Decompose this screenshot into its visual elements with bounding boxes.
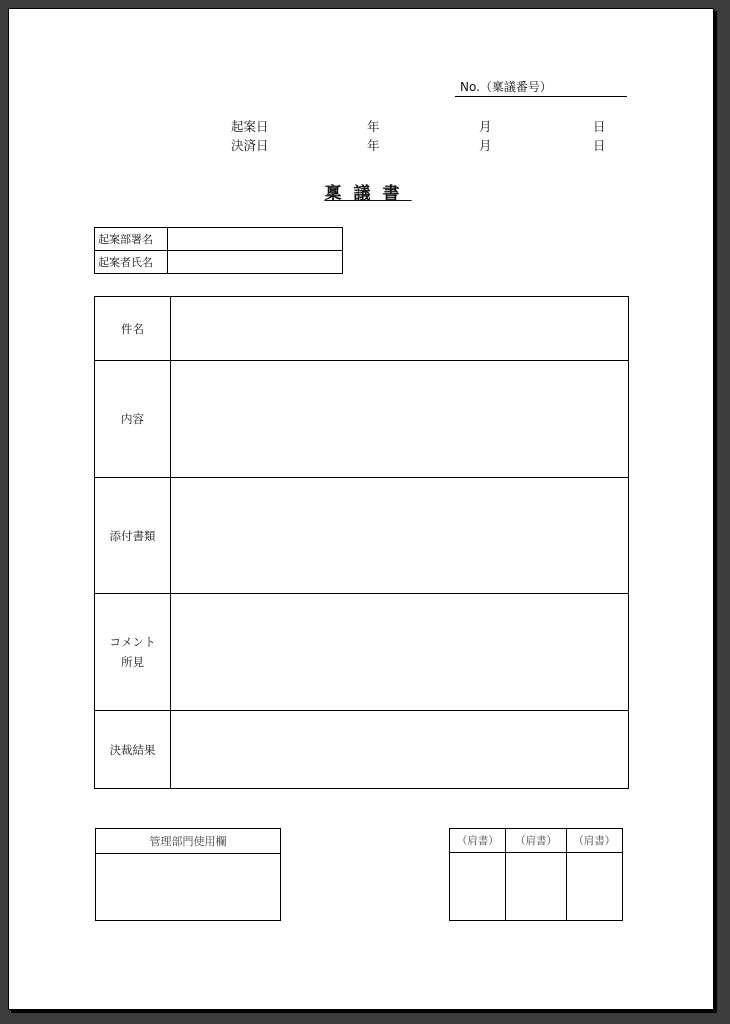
stamp-box-3[interactable] — [566, 853, 622, 921]
comment-input[interactable] — [171, 594, 629, 711]
document-title: 稟議書 — [324, 184, 412, 204]
stamp-title-2: （肩書） — [506, 829, 566, 853]
department-input[interactable] — [168, 228, 343, 251]
comment-label-line2: 所見 — [121, 655, 144, 669]
subject-row — [95, 297, 629, 361]
drafter-info-table — [94, 227, 343, 274]
admin-use-box — [95, 828, 281, 921]
admin-use-input[interactable] — [96, 854, 281, 921]
attachments-input[interactable] — [171, 478, 629, 594]
comment-label — [95, 594, 171, 711]
department-row — [95, 228, 343, 251]
draft-day-label: 日 — [593, 119, 606, 134]
stamp-box-1[interactable] — [450, 853, 506, 921]
content-label: 内容 — [95, 361, 171, 478]
drafter-label: 起案者氏名 — [95, 251, 168, 274]
department-label: 起案部署名 — [95, 228, 168, 251]
document-page — [8, 8, 714, 1010]
decision-year-label: 年 — [367, 138, 380, 153]
approval-stamp-boxes — [449, 828, 623, 921]
draft-date-label: 起案日 — [231, 119, 269, 134]
document-number-field[interactable]: No.（稟議番号） — [455, 77, 627, 97]
result-label: 決裁結果 — [95, 711, 171, 789]
stamp-box-2[interactable] — [506, 853, 566, 921]
content-input[interactable] — [171, 361, 629, 478]
draft-year-label: 年 — [367, 119, 380, 134]
subject-label: 件名 — [95, 297, 171, 361]
result-row — [95, 711, 629, 789]
draft-month-label: 月 — [479, 119, 492, 134]
subject-input[interactable] — [171, 297, 629, 361]
drafter-row — [95, 251, 343, 274]
stamp-title-1: （肩書） — [450, 829, 506, 853]
attachments-label: 添付書類 — [95, 478, 171, 594]
approval-form-table — [94, 296, 629, 789]
comment-row — [95, 594, 629, 711]
decision-day-label: 日 — [593, 138, 606, 153]
attachments-row — [95, 478, 629, 594]
drafter-input[interactable] — [168, 251, 343, 274]
decision-date-label: 決済日 — [231, 138, 269, 153]
admin-use-label: 管理部門使用欄 — [96, 829, 281, 854]
result-input[interactable] — [171, 711, 629, 789]
comment-label-line1: コメント — [109, 635, 156, 649]
stamp-title-3: （肩書） — [566, 829, 622, 853]
content-row — [95, 361, 629, 478]
decision-month-label: 月 — [479, 138, 492, 153]
